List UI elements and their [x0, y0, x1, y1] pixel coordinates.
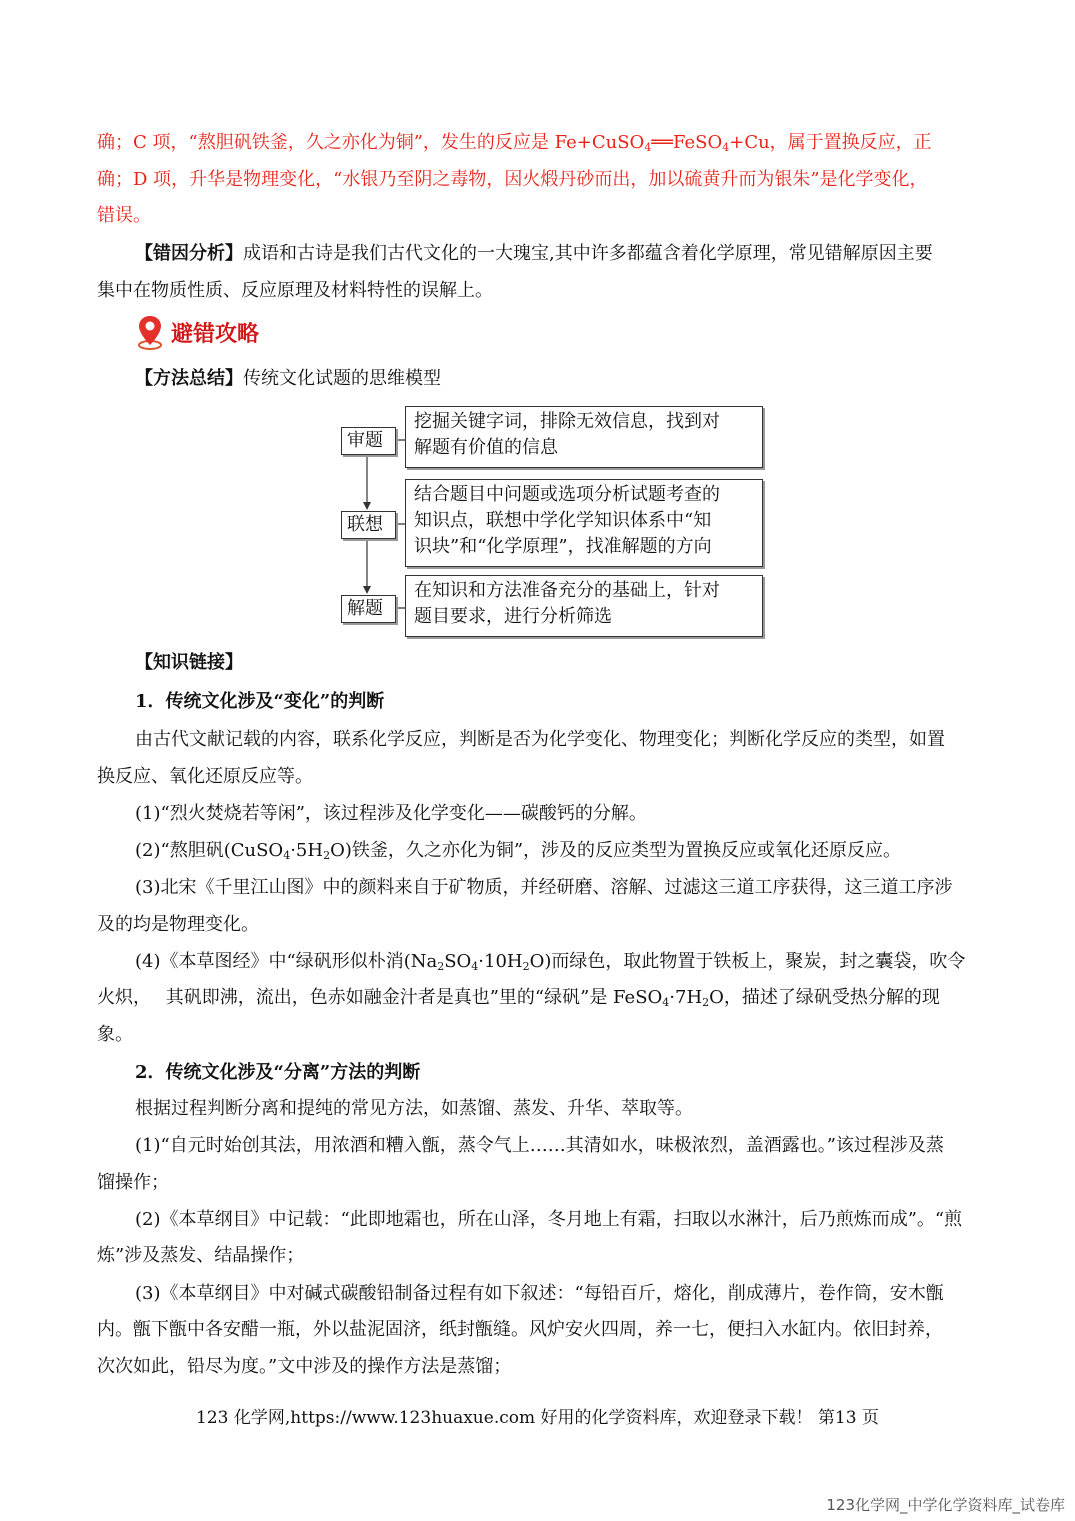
list-item: (2)“熬胆矾$(CuSO_4\cdot 5H_2O)$铁釜，久之亦化为铜”，涉及的反应类型为置换反应或氧化还原反应。 [135, 840, 902, 862]
method-summary-line: 【方法总结】传统文化试题的思维模型 [135, 368, 441, 389]
error-analysis-line-1: 【错因分析】成语和古诗是我们古代文化的一大瑰宝,其中许多都蕴含着化学原理，常见错解原因主要 [135, 243, 933, 264]
list-item: 次次如此，铅尽为度。”文中涉及的操作方法是蒸馏； [97, 1356, 512, 1377]
page-footer: 123 化学网,https://www.123huaxue.com 好用的化学资料库，欢迎登录下载！ 第13 页 [196, 1408, 879, 1428]
list-item: 火炽， 其矾即沸，流出，色赤如融金汁者是真也”里的“绿矾”是 $FeSO_4\cdot 7H_2O$，描述了绿矾受热分解的现 [97, 987, 940, 1009]
section-title [135, 314, 259, 350]
list-item: 炼”涉及蒸发、结晶操作； [97, 1245, 305, 1266]
location-pin-icon [135, 314, 165, 350]
list-item: 馏操作； [97, 1172, 169, 1193]
flow-step-desc-2: 结合题目中问题或选项分析试题考查的 知识点，联想中学化学知识体系中“知 识块”和“化学原理”，找准解题的方向 [405, 479, 763, 567]
error-analysis-line-2: 集中在物质性质、反应原理及材料特性的误解上。 [97, 280, 493, 301]
list-item: 及的均是物理变化。 [97, 914, 259, 935]
watermark: 123化学网_中学化学资料库_试卷库 [826, 1496, 1065, 1514]
answer-line-1: 确；C 项，“熬胆矾铁釜，久之亦化为铜”，发生的反应是 Fe+CuSO$_4$══FeSO$_4$+Cu，属于置换反应，正 [97, 132, 932, 154]
flow-step-label-1: 审题 [341, 427, 396, 455]
heading-change-judgment: 1．传统文化涉及“变化”的判断 [135, 691, 385, 712]
heading-separation-judgment: 2．传统文化涉及“分离”方法的判断 [135, 1062, 421, 1083]
paragraph-line: 由古代文献记载的内容，联系化学反应，判断是否为化学变化、物理变化；判断化学反应的类型，如置 [135, 729, 945, 750]
list-item: (2)《本草纲目》中记载：“此即地霜也，所在山泽，冬月地上有霜，扫取以水淋汁，后乃煎炼而成”。“煎 [135, 1209, 963, 1230]
flow-step-desc-1: 挖掘关键字词，排除无效信息，找到对 解题有价值的信息 [405, 406, 763, 468]
knowledge-link-label: 【知识链接】 [135, 652, 243, 673]
paragraph-line: 换反应、氧化还原反应等。 [97, 766, 313, 787]
flow-step-label-3: 解题 [341, 595, 396, 623]
answer-line-2: 确；D 项，升华是物理变化，“水银乃至阴之毒物，因火煅丹砂而出，加以硫黄升而为银朱”是化学变化， [97, 169, 928, 190]
paragraph-line: 根据过程判断分离和提纯的常见方法，如蒸馏、蒸发、升华、萃取等。 [135, 1098, 693, 1119]
list-item: 象。 [97, 1024, 133, 1045]
flow-step-label-2: 联想 [341, 511, 396, 539]
list-item: 内。甑下甑中各安醋一瓶，外以盐泥固济，纸封甑缝。风炉安火四周，养一七，便扫入水缸内。依旧封养， [97, 1319, 943, 1340]
list-item: (3)北宋《千里江山图》中的颜料来自于矿物质，并经研磨、溶解、过滤这三道工序获得，这三道工序涉 [135, 877, 953, 898]
method-summary-label: 【方法总结】 [135, 368, 243, 389]
list-item: (3)《本草纲目》中对碱式碳酸铅制备过程有如下叙述：“每铅百斤，熔化，削成薄片，卷作筒，安木甑 [135, 1283, 944, 1304]
answer-line-3: 错误。 [97, 205, 151, 226]
list-item: (4)《本草图经》中“绿矾形似朴消$(Na_2SO_4\cdot 10H_2O)$而绿色，取此物置于铁板上，聚炭，封之囊袋，吹令 [135, 951, 966, 973]
error-analysis-label: 【错因分析】 [135, 243, 243, 264]
flow-step-desc-3: 在知识和方法准备充分的基础上，针对 题目要求，进行分析筛选 [405, 575, 763, 637]
list-item: (1)“自元时始创其法，用浓酒和糟入甑，蒸令气上……其清如水，味极浓烈，盖酒露也。”该过程涉及蒸 [135, 1135, 944, 1156]
section-title-text: 避错攻略 [171, 321, 260, 347]
list-item: (1)“烈火焚烧若等闲”，该过程涉及化学变化——碳酸钙的分解。 [135, 803, 647, 824]
